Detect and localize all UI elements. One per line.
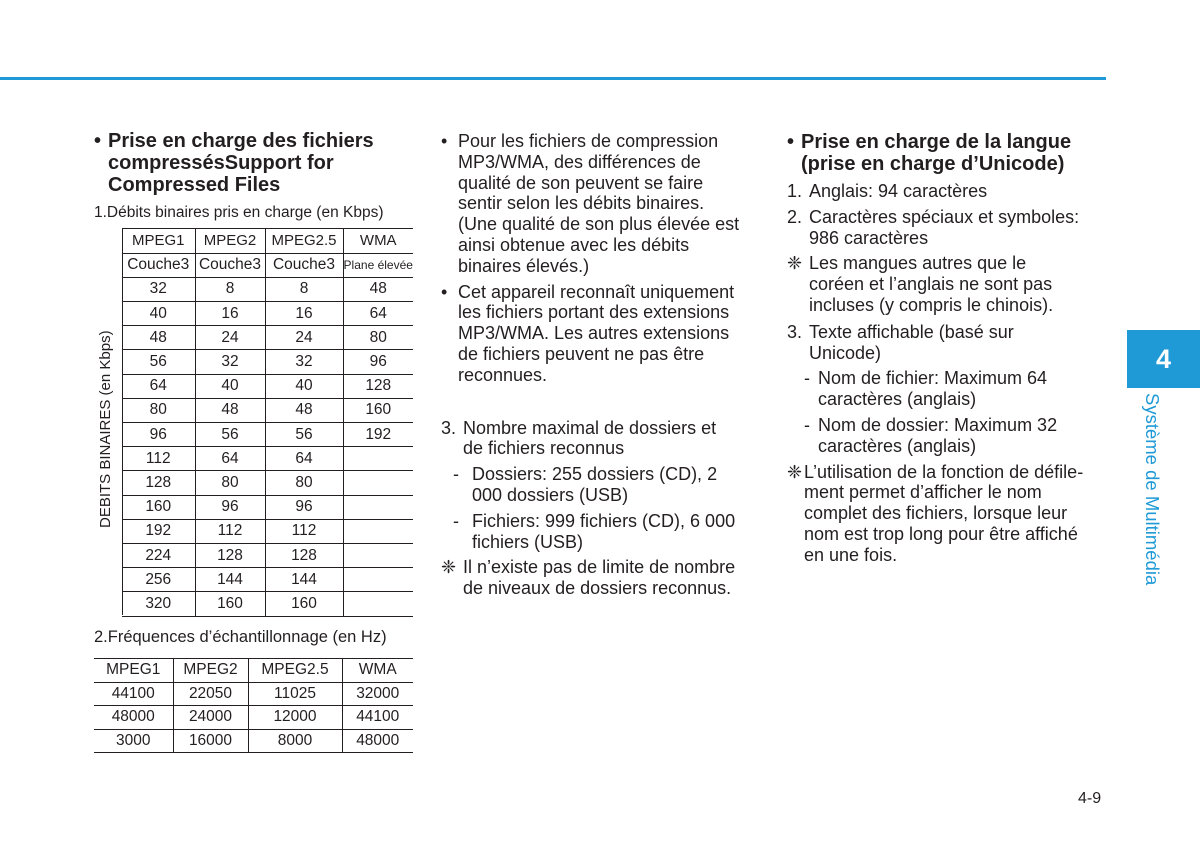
table-cell: 8000: [248, 729, 342, 753]
table-cell: 80: [265, 471, 343, 495]
table-cell: 192: [122, 519, 195, 543]
freq-title: 2.Fréquences d’échantillonnage (en Hz): [94, 628, 387, 646]
table-row: [122, 398, 413, 422]
text-line: Texte affichable (basé sur: [809, 321, 1014, 342]
table-cell: 56: [265, 423, 343, 447]
heading-line: (prise en charge d’Unicode): [801, 153, 1065, 175]
table-cell: 24: [265, 326, 343, 350]
text-line: ainsi obtenue avec les débits: [458, 234, 690, 255]
table-cell: 22050: [173, 682, 248, 706]
heading-line: Prise en charge des fichiers: [108, 130, 374, 152]
table-cell: 16: [265, 302, 343, 326]
dash-marker: -: [804, 414, 810, 435]
text-line: Il n’existe pas de limite de nombre: [463, 557, 736, 578]
table-cell: 128: [122, 471, 195, 495]
number-marker: 1.: [787, 181, 803, 201]
text-line: 986 caractères: [809, 227, 929, 248]
text-line: Nombre maximal de dossiers et: [463, 417, 717, 438]
table-cell: 16: [195, 302, 265, 326]
table-header-cell: WMA: [343, 229, 413, 253]
table-row: [94, 729, 413, 753]
freq-table: [94, 658, 413, 753]
text-line: Cet appareil reconnaît uniquement: [458, 281, 735, 302]
note-marker: ❈: [787, 253, 803, 274]
text-line: caractères (anglais): [818, 389, 977, 410]
table-cell: 64: [265, 447, 343, 471]
table-row: [122, 543, 413, 567]
table-header-cell: MPEG1: [122, 229, 195, 253]
text-line: de fichiers peuvent ne pas être: [458, 343, 705, 364]
text-line: Dossiers: 255 dossiers (CD), 2: [472, 464, 718, 485]
list-item: [787, 368, 1106, 410]
text-line: MP3/WMA, des différences de: [458, 151, 701, 172]
text-line: qualité de son peuvent se faire: [458, 172, 704, 193]
table-cell: 224: [122, 543, 195, 567]
table-header-cell: MPEG2: [173, 659, 248, 683]
table-cell: 12000: [248, 706, 342, 730]
table-cell: 56: [122, 350, 195, 374]
table-cell: 256: [122, 568, 195, 592]
table-cell: [343, 543, 413, 567]
list-item: [787, 181, 1106, 202]
table-row: [122, 568, 413, 592]
chapter-tab: 4: [1127, 330, 1200, 388]
table-cell: 44100: [94, 682, 173, 706]
text-line: de niveaux de dossiers reconnus.: [463, 578, 732, 599]
bullet: •: [94, 130, 102, 152]
table-cell: 112: [265, 519, 343, 543]
table-header-row: [122, 229, 413, 253]
table-cell: 144: [265, 568, 343, 592]
supported-files-section: [94, 130, 414, 223]
table-row: [122, 423, 413, 447]
table-cell: 32000: [342, 682, 413, 706]
text-line: Nom de fichier: Maximum 64: [818, 368, 1048, 389]
table-row: [94, 682, 413, 706]
bitrate-table: [122, 229, 413, 617]
text-line: en une fois.: [804, 544, 898, 565]
text-line: Unicode): [809, 342, 882, 363]
table-header-row: [94, 659, 413, 683]
table-cell: Couche3: [195, 253, 265, 277]
text-line: (Une qualité de son plus élevée est: [458, 214, 740, 235]
dash-marker: -: [453, 464, 459, 485]
text-line: Les mangues autres que le: [809, 253, 1027, 274]
table-cell: [343, 447, 413, 471]
bullet: •: [441, 281, 448, 302]
table-header-cell: MPEG1: [94, 659, 173, 683]
table-cell: 112: [195, 519, 265, 543]
list-item: [787, 462, 1106, 566]
bitrate-title: 1.Débits binaires pris en charge (en Kbps): [94, 204, 384, 221]
text-line: MP3/WMA. Les autres extensions: [458, 323, 730, 344]
table-cell: [343, 592, 413, 616]
number-marker: 3.: [441, 417, 457, 438]
text-line: les fichiers portant des extensions: [458, 302, 730, 323]
table-cell: 32: [265, 350, 343, 374]
list-item: [441, 464, 759, 506]
text-line: caractères (anglais): [818, 435, 977, 456]
table-cell: 160: [122, 495, 195, 519]
table-cell: 24000: [173, 706, 248, 730]
language-heading: [787, 131, 1106, 175]
table-header-cell: MPEG2.5: [265, 229, 343, 253]
table-cell: 8: [195, 277, 265, 301]
table-row: [122, 519, 413, 543]
header-rule: [0, 77, 1106, 80]
text-line: ment permet d’afficher le nom: [804, 482, 1042, 503]
table-cell: Plane élevée: [343, 253, 413, 277]
text-line: reconnues.: [458, 364, 548, 385]
table-row: [122, 302, 413, 326]
dash-marker: -: [453, 510, 459, 531]
table-cell: 80: [122, 398, 195, 422]
text-line: coréen et l’anglais ne sont pas: [809, 274, 1053, 295]
table-cell: 32: [195, 350, 265, 374]
table-cell: 144: [195, 568, 265, 592]
text-line: Pour les fichiers de compression: [458, 131, 719, 151]
heading-line: Prise en charge de la langue: [801, 131, 1072, 153]
text-line: 000 dossiers (USB): [472, 484, 629, 505]
table-cell: 48000: [342, 729, 413, 753]
table-cell: 48: [265, 398, 343, 422]
table-cell: 320: [122, 592, 195, 616]
list-item: [787, 207, 1106, 249]
table-cell: 48000: [94, 706, 173, 730]
table-cell: [343, 519, 413, 543]
table-cell: 64: [122, 374, 195, 398]
table-cell: 48: [195, 398, 265, 422]
table-cell: 96: [265, 495, 343, 519]
table-cell: 44100: [342, 706, 413, 730]
table-cell: 8: [265, 277, 343, 301]
table-cell: [343, 568, 413, 592]
table-cell: 80: [195, 471, 265, 495]
table-cell: 3000: [94, 729, 173, 753]
list-item: [787, 415, 1106, 457]
heading-line: compressésSupport for: [108, 152, 334, 174]
bitrate-axis-label: DEBITS BINAIRES (en Kbps): [97, 330, 114, 528]
list-item: [787, 322, 1106, 364]
table-cell: 160: [195, 592, 265, 616]
note-marker: ❈: [441, 557, 457, 578]
text-line: sentir selon les débits binaires.: [458, 193, 705, 214]
list-item: [441, 131, 759, 277]
freq-table-body: [94, 682, 413, 753]
table-cell: 11025: [248, 682, 342, 706]
dash-marker: -: [804, 368, 810, 389]
table-row: [94, 706, 413, 730]
supported-files-heading: [94, 130, 414, 196]
table-header-cell: MPEG2.5: [248, 659, 342, 683]
table-cell: 160: [265, 592, 343, 616]
table-cell: 128: [195, 543, 265, 567]
bullet: •: [441, 131, 448, 151]
text-line: fichiers (USB): [472, 531, 584, 552]
text-line: de fichiers reconnus: [463, 438, 625, 459]
table-row: [122, 277, 413, 301]
table-row: [122, 326, 413, 350]
table-cell: 96: [343, 350, 413, 374]
text-line: incluses (y compris le chinois).: [809, 294, 1054, 315]
note-marker: ❈: [787, 461, 803, 482]
table-cell: 40: [195, 374, 265, 398]
table-cell: 80: [343, 326, 413, 350]
table-cell: 160: [343, 398, 413, 422]
heading-line: Compressed Files: [108, 174, 281, 196]
table-cell: Couche3: [265, 253, 343, 277]
text-line: Fichiers: 999 fichiers (CD), 6 000: [472, 510, 736, 531]
text-line: complet des fichiers, lorsque leur: [804, 503, 1068, 524]
list-item: [441, 511, 759, 553]
table-row: [122, 350, 413, 374]
text-line: L’utilisation de la fonction de défile-: [804, 461, 1084, 482]
table-cell: [343, 471, 413, 495]
table-header-cell: WMA: [342, 659, 413, 683]
table-cell: 96: [195, 495, 265, 519]
list-item: [441, 557, 759, 599]
number-marker: 3.: [787, 321, 803, 342]
text-line: Caractères spéciaux et symboles:: [809, 206, 1080, 227]
table-cell: 40: [265, 374, 343, 398]
table-cell: 32: [122, 277, 195, 301]
table-cell: 112: [122, 447, 195, 471]
language-support-section: [787, 131, 1106, 566]
text-line: Anglais: 94 caractères: [809, 181, 988, 201]
bitrate-table-body: [122, 277, 413, 616]
table-cell: 128: [265, 543, 343, 567]
table-cell: 64: [195, 447, 265, 471]
text-line: Nom de dossier: Maximum 32: [818, 414, 1058, 435]
text-line: nom est trop long pour être affiché: [804, 523, 1078, 544]
table-row: [122, 471, 413, 495]
table-cell: Couche3: [122, 253, 195, 277]
table-row: [122, 495, 413, 519]
table-row: [122, 447, 413, 471]
page-number: 4-9: [1078, 790, 1102, 807]
table-cell: 40: [122, 302, 195, 326]
list-item: [441, 418, 759, 460]
table-cell: 128: [343, 374, 413, 398]
table-cell: 64: [343, 302, 413, 326]
table-layer-row: [122, 253, 413, 277]
table-cell: 192: [343, 423, 413, 447]
number-marker: 2.: [787, 206, 803, 227]
table-cell: 48: [343, 277, 413, 301]
files-notes-section: [441, 131, 759, 599]
table-cell: 56: [195, 423, 265, 447]
table-cell: [343, 495, 413, 519]
table-row: [122, 374, 413, 398]
list-item: [441, 282, 759, 386]
chapter-label: Système de Multimédia: [1142, 393, 1163, 586]
table-cell: 24: [195, 326, 265, 350]
text-line: binaires élevés.): [458, 255, 590, 276]
table-cell: 96: [122, 423, 195, 447]
bullet: •: [787, 131, 795, 153]
table-row: [122, 592, 413, 616]
list-item: [787, 253, 1106, 315]
table-header-cell: MPEG2: [195, 229, 265, 253]
table-cell: 48: [122, 326, 195, 350]
table-cell: 16000: [173, 729, 248, 753]
